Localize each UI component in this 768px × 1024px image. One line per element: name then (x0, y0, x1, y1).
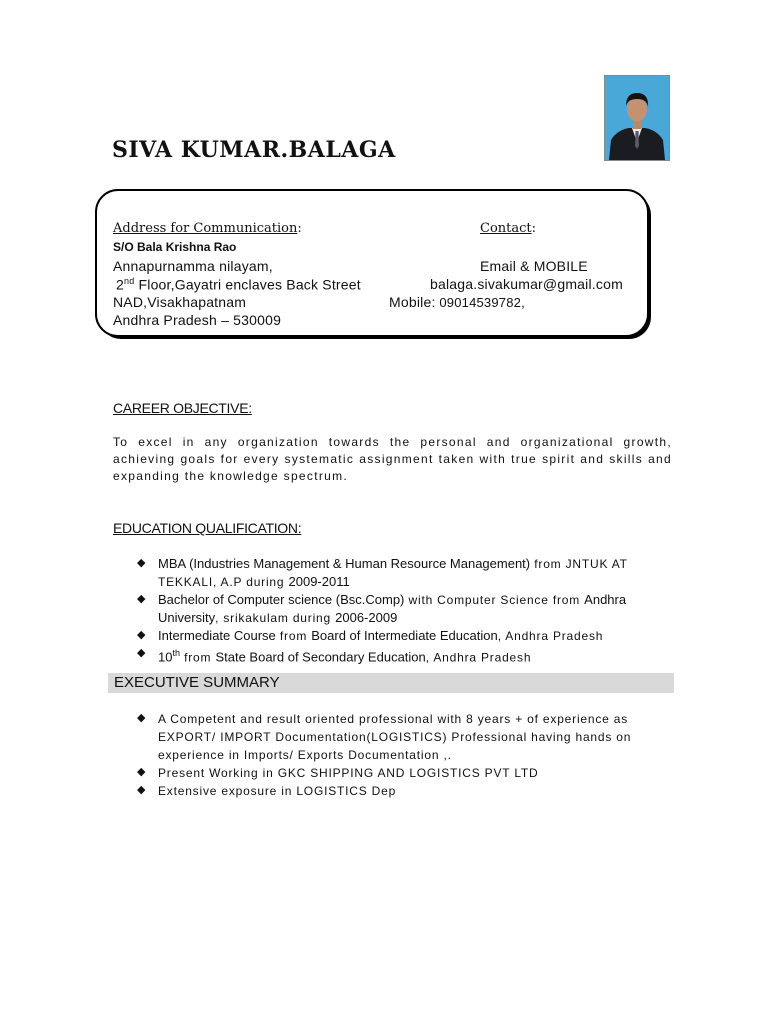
education-heading: EDUCATION QUALIFICATION: (113, 520, 302, 536)
summary-item: ◆ A Competent and result oriented professional with 8 years + of experience as EXPORT/ IMPORT Documentation(LOGISTICS) Professional having hands on experience in Imports/ Exports Documentation ,. (137, 712, 632, 762)
summary-item: ◆ Present Working in GKC SHIPPING AND LOGISTICS PVT LTD (137, 766, 539, 780)
bullet-icon: ◆ (137, 784, 146, 796)
bullet-icon: ◆ (137, 712, 146, 724)
education-item: ◆ Bachelor of Computer science (Bsc.Comp) with Computer Science from Andhra University, srikakulam during 2006-2009 (137, 592, 627, 625)
career-objective-heading: CAREER OBJECTIVE: (113, 400, 252, 416)
relation-line: S/O Bala Krishna Rao (113, 240, 237, 254)
summary-item: ◆ Extensive exposure in LOGISTICS Dep (137, 784, 397, 798)
address-label: Address for Communication: (113, 221, 302, 236)
address-line-1: Annapurnamma nilayam, (113, 258, 273, 274)
bullet-icon: ◆ (137, 766, 146, 778)
bullet-icon: ◆ (137, 557, 146, 569)
address-line-3: NAD,Visakhapatnam (113, 294, 247, 310)
education-list (113, 555, 673, 666)
contact-label: Contact: (480, 221, 537, 236)
profile-photo (604, 75, 670, 161)
bullet-icon: ◆ (137, 647, 146, 659)
bullet-icon: ◆ (137, 629, 146, 641)
education-item: ◆ 10th from State Board of Secondary Education, Andhra Pradesh (137, 647, 532, 665)
education-item: ◆ Intermediate Course from Board of Intermediate Education, Andhra Pradesh (137, 628, 604, 643)
mobile-line: Mobile: 09014539782, (389, 294, 525, 310)
email-address: balaga.sivakumar@gmail.com (430, 276, 623, 292)
contact-line-1: Email & MOBILE (480, 258, 588, 274)
executive-summary-list (113, 710, 633, 800)
candidate-name: SIVA KUMAR.BALAGA (112, 137, 396, 163)
education-item: ◆ MBA (Industries Management & Human Resource Management) from JNTUK AT TEKKALI, A.P during 2009-2011 (137, 556, 628, 589)
executive-summary-heading: EXECUTIVE SUMMARY (114, 674, 280, 691)
career-objective-text: To excel in any organization towards the personal and organizational growth, achieving goals for every systematic assignment taken with true spirit and skills and expanding the knowledge spectrum. (113, 435, 672, 483)
bullet-icon: ◆ (137, 593, 146, 605)
address-line-4: Andhra Pradesh – 530009 (113, 312, 282, 328)
address-line-2: 2nd Floor,Gayatri enclaves Back Street (116, 276, 361, 293)
